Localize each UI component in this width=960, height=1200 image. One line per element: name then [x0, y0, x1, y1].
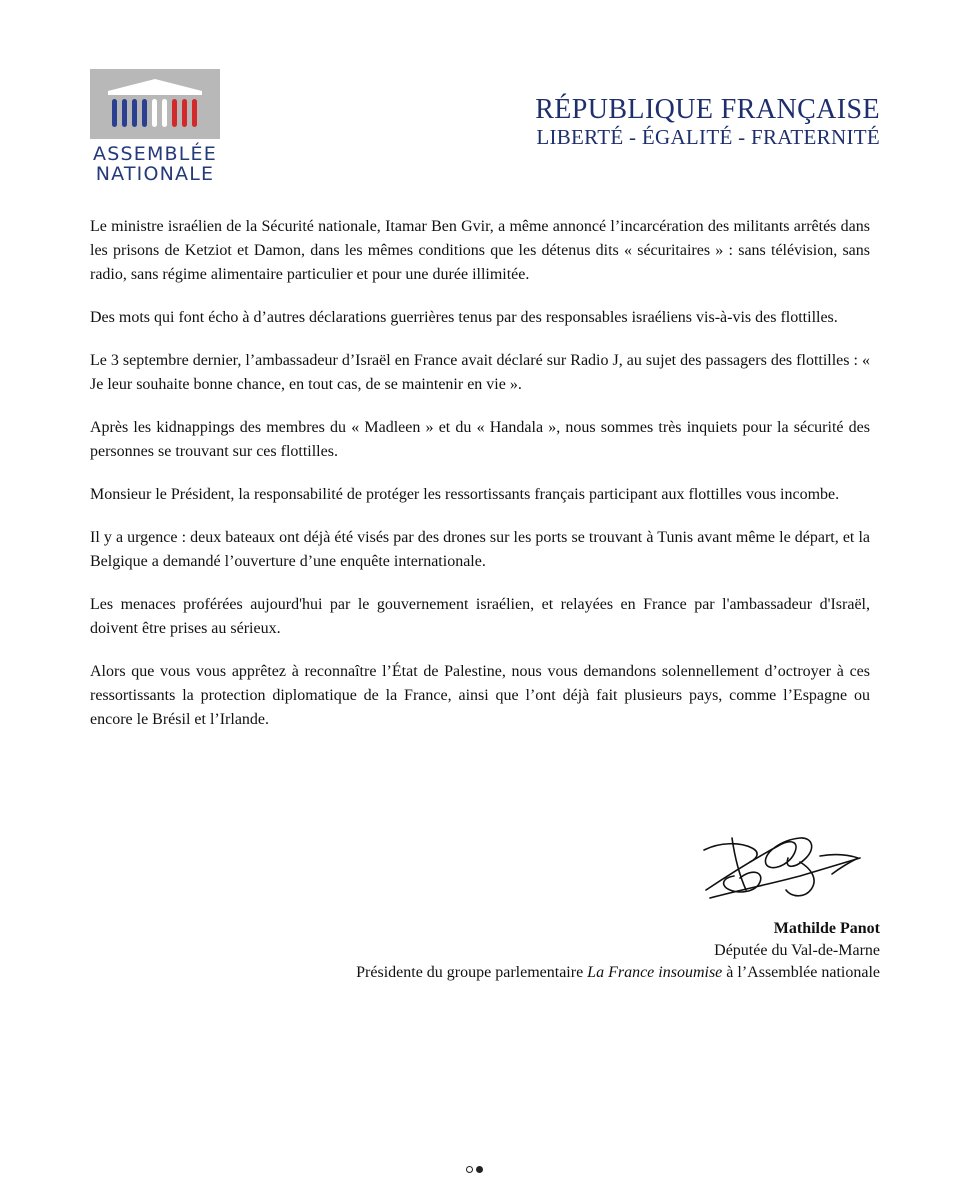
paragraph: Il y a urgence : deux bateaux ont déjà été visés par des drones sur les ports se trouvant à Tunis avant même le départ, et la Belgique a demandé l’ouverture d’une enquête internationale. [90, 529, 870, 570]
signer-group [356, 962, 880, 984]
handwritten-signature [700, 828, 880, 908]
republic-header [535, 95, 880, 149]
paragraph: Les menaces proférées aujourd'hui par le gouvernement israélien, et relayées en France par l'ambassadeur d'Israël, doivent être prises au sérieux. [90, 596, 870, 637]
signer-name: Mathilde Panot [773, 920, 880, 937]
paragraph: Après les kidnappings des membres du « Madleen » et du « Handala », nous sommes très inquiets pour la sécurité des personnes se trouvant sur ces flottilles. [90, 419, 870, 460]
republic-title: RÉPUBLIQUE FRANÇAISE [535, 94, 880, 125]
logo-text-line1: ASSEMBLÉE [93, 143, 217, 165]
paragraph: Monsieur le Président, la responsabilité de protéger les ressortissants français participant aux flottilles vous incombe. [90, 486, 840, 503]
hemicycle-icon [90, 69, 220, 139]
signer-group-name: La France insoumise [587, 964, 723, 981]
page-indicator [466, 1166, 483, 1173]
paragraph: Des mots qui font écho à d’autres déclarations guerrières tenus par des responsables israéliens vis-à-vis des flottilles. [90, 309, 838, 326]
paragraph: Le ministre israélien de la Sécurité nationale, Itamar Ben Gvir, a même annoncé l’incarcération des militants arrêtés dans les prisons de Ketziot et Damon, dans les mêmes conditions que les détenus dits « sécuritaires » : sans télévision, sans radio, sans régime alimentaire particulier et pour une durée illimitée. [90, 218, 870, 283]
paragraph: Le 3 septembre dernier, l’ambassadeur d’Israël en France avait déclaré sur Radio J, au sujet des passagers des flottilles : « Je leur souhaite bonne chance, en tout cas, de se maintenir en vie ». [90, 352, 870, 393]
signer-block [356, 918, 880, 984]
signer-role: Députée du Val-de-Marne [714, 942, 880, 959]
page-dot-1[interactable] [466, 1166, 473, 1173]
paragraph: Alors que vous vous apprêtez à reconnaître l’État de Palestine, nous vous demandons solennellement d’octroyer à ces ressortissants la protection diplomatique de la France, ainsi que l’ont déjà fait plusieurs pays, comme l’Espagne ou encore le Brésil et l’Irlande. [90, 663, 870, 728]
signer-group-suffix: à l’Assemblée nationale [722, 964, 880, 981]
republic-motto: LIBERTÉ - ÉGALITÉ - FRATERNITÉ [536, 125, 880, 149]
logo-text-line2: NATIONALE [95, 163, 215, 185]
assemblee-nationale-logo [90, 69, 220, 187]
letter-body [90, 215, 870, 751]
page-dot-2-active[interactable] [476, 1166, 483, 1173]
signer-group-prefix: Présidente du groupe parlementaire [356, 964, 588, 981]
